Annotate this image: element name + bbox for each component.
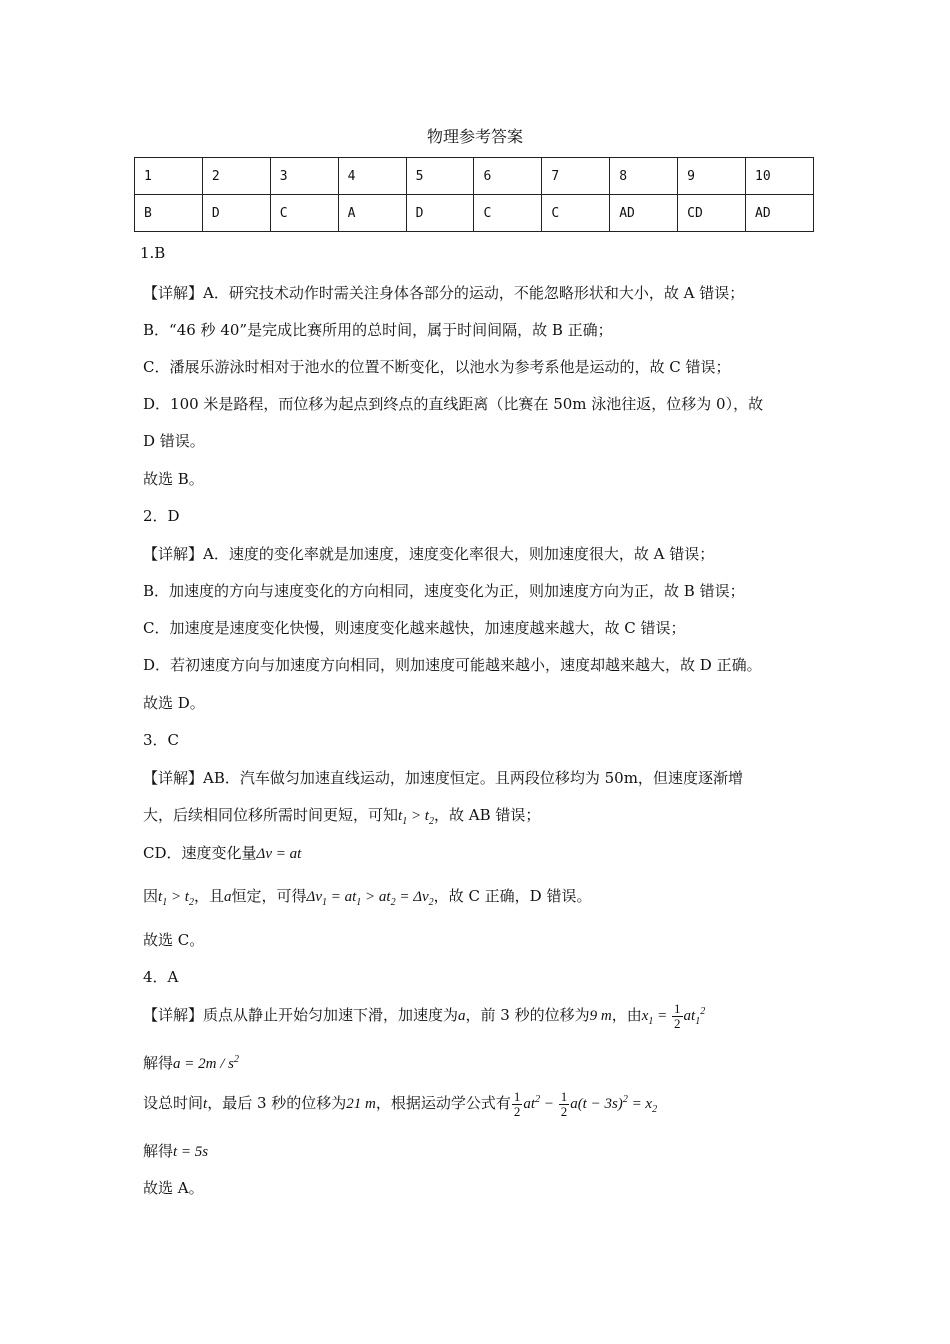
- q1-heading: 1.B: [140, 244, 166, 262]
- answer-table: [134, 157, 814, 232]
- q3-line: 【详解】AB．汽车做匀加速直线运动，加速度恒定。且两段位移均为 50m，但速度逐渐增: [143, 769, 743, 787]
- q4-text: ，最后 3 秒的位移为: [207, 1093, 347, 1112]
- q4-heading: 4．A: [143, 968, 179, 986]
- q4-text: ，前 3 秒的位移为: [465, 1005, 590, 1024]
- q3-line: [143, 885, 591, 908]
- q3-text: ，故 AB 错误；: [433, 806, 541, 824]
- formula-a: a: [224, 889, 232, 905]
- q4-text: 设总时间: [143, 1093, 204, 1112]
- answer-table-number-row: [135, 158, 814, 195]
- table-cell: 2: [202, 158, 270, 195]
- q4-text: 解得: [143, 1142, 174, 1160]
- q3-conclusion: 故选 C。: [143, 931, 205, 949]
- q3-text: ，且: [193, 887, 224, 905]
- q3-text: ，故 C 正确，D 错误。: [433, 887, 592, 905]
- formula-t: t: [203, 1095, 208, 1112]
- formula-21m: 21 m: [346, 1095, 376, 1112]
- q2-line: D．若初速度方向与加速度方向相同，则加速度可能越来越小，速度却越来越大，故 D 正确。: [143, 656, 762, 674]
- page-title: 物理参考答案: [426, 127, 523, 146]
- formula-delta-v: Δv = at: [256, 846, 302, 862]
- table-cell: 8: [610, 158, 678, 195]
- q1-line: D．100 米是路程，而位移为起点到终点的直线距离（比赛在 50m 泳池往返，位移为 0），故: [143, 395, 764, 413]
- q1-line: D 错误。: [143, 432, 205, 450]
- table-cell: D: [202, 195, 270, 232]
- q4-text: ，由: [611, 1005, 642, 1024]
- table-cell: CD: [678, 195, 746, 232]
- q2-heading: 2．D: [143, 507, 180, 525]
- table-cell: 9: [678, 158, 746, 195]
- q4-text: 解得: [143, 1054, 174, 1072]
- q1-conclusion: 故选 B。: [143, 470, 204, 488]
- formula-9m: 9 m: [589, 1007, 612, 1024]
- table-cell: 6: [474, 158, 542, 195]
- q3-text: 大，后续相同位移所需时间更短，可知: [143, 806, 399, 824]
- table-cell: A: [338, 195, 406, 232]
- table-cell: 4: [338, 158, 406, 195]
- q4-text: ，根据运动学公式有: [375, 1093, 511, 1112]
- q3-heading: 3．C: [143, 731, 180, 749]
- q2-line: C．加速度是速度变化快慢，则速度变化越来越快，加速度越来越大，故 C 错误；: [143, 619, 686, 637]
- formula-delta-v-compare: $\Delta v_1 = at_1 > at_2 = \Delta v_2$: [306, 889, 434, 908]
- table-cell: C: [542, 195, 610, 232]
- answer-table-answer-row: [135, 195, 814, 232]
- table-cell: B: [135, 195, 203, 232]
- q4-conclusion: 故选 A。: [143, 1179, 204, 1197]
- q4-line: [143, 1140, 208, 1161]
- table-cell: 3: [270, 158, 338, 195]
- q3-line: [143, 804, 540, 827]
- table-cell: 5: [406, 158, 474, 195]
- formula-kinematics: $\frac{1}{2}$ $at^2$ − $\frac{1}{2}$ $a(t - 3s)^2 = x_2$: [513, 1089, 658, 1119]
- q1-line: B．“46 秒 40”是完成比赛所用的总时间，属于时间间隔，故 B 正确；: [143, 321, 613, 339]
- table-cell: 7: [542, 158, 610, 195]
- formula-a: a: [458, 1007, 466, 1024]
- table-cell: C: [270, 195, 338, 232]
- q4-text: 【详解】质点从静止开始匀加速下滑，加速度为: [143, 1005, 459, 1024]
- q4-line: [143, 1090, 657, 1119]
- q3-text: 恒定，可得: [231, 887, 307, 905]
- table-cell: C: [474, 195, 542, 232]
- q3-text: CD．速度变化量: [143, 844, 257, 862]
- q3-text: 因: [143, 887, 159, 905]
- formula-a-value: $a = 2m / s^2$: [173, 1054, 239, 1072]
- q1-line: 【详解】A．研究技术动作时需关注身体各部分的运动，不能忽略形状和大小，故 A 错误；: [143, 284, 745, 302]
- q2-line: 【详解】A．速度的变化率就是加速度，速度变化率很大，则加速度很大，故 A 错误；: [143, 545, 715, 563]
- formula-t1-gt-t2: $t_1 > t_2$: [158, 889, 194, 908]
- formula-x1: $x_1$ = $\frac{1}{2}$ $at_1^2$: [641, 1001, 706, 1031]
- q4-line: [143, 1052, 239, 1073]
- table-cell: 10: [746, 158, 814, 195]
- q1-line: C．潘展乐游泳时相对于池水的位置不断变化，以池水为参考系他是运动的，故 C 错误；: [143, 358, 731, 376]
- table-cell: D: [406, 195, 474, 232]
- formula-t-value: t = 5s: [173, 1144, 209, 1160]
- table-cell: 1: [135, 158, 203, 195]
- q2-conclusion: 故选 D。: [143, 694, 205, 712]
- table-cell: AD: [610, 195, 678, 232]
- table-cell: AD: [746, 195, 814, 232]
- formula-t1-gt-t2: $t_1 > t_2$: [398, 808, 434, 827]
- q3-line: [143, 842, 301, 863]
- q4-line: [143, 1002, 705, 1031]
- q2-line: B．加速度的方向与速度变化的方向相同，速度变化为正，则加速度方向为正，故 B 错误；: [143, 582, 745, 600]
